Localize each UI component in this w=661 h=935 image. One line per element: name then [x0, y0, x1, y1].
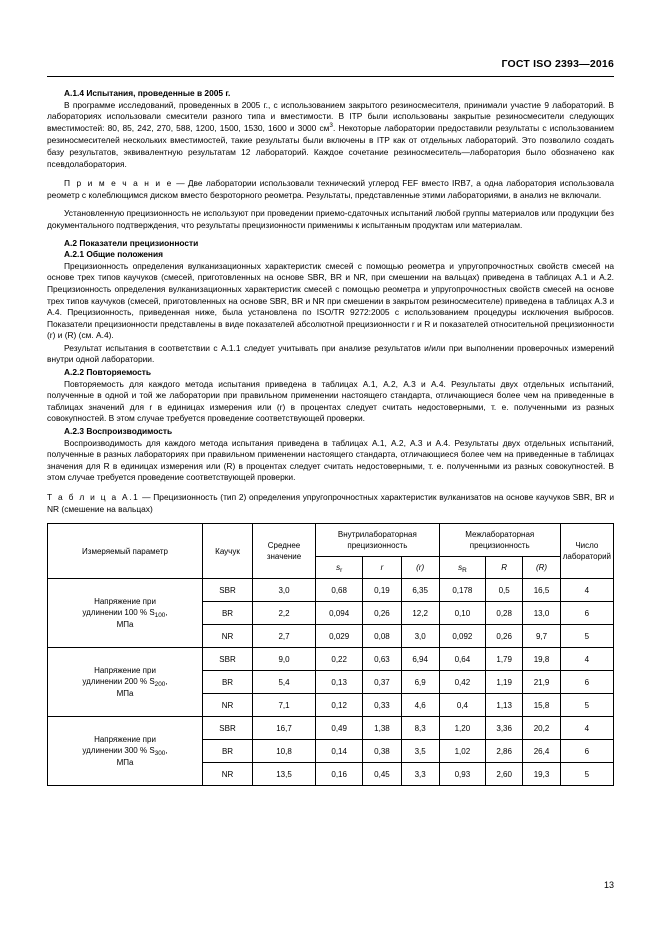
cell-r: 0,33 [363, 694, 401, 717]
th-mean: Среднее значение [253, 524, 316, 579]
th-R: R [486, 557, 523, 579]
cell-sR: 0,092 [439, 625, 485, 648]
cell-rubber: NR [203, 763, 253, 786]
cell-mean: 16,7 [253, 717, 316, 740]
cell-rubber: SBR [203, 579, 253, 602]
cell-sr: 0,029 [316, 625, 363, 648]
cell-labs: 4 [560, 648, 613, 671]
table-row [48, 579, 614, 602]
cell-R: 0,26 [486, 625, 523, 648]
cell-r-rel: 3,3 [401, 763, 439, 786]
th-inter: Межлабораторная прецизионность [439, 524, 560, 557]
cell-sR: 1,02 [439, 740, 485, 763]
cell-R-rel: 19,3 [523, 763, 560, 786]
cell-param-100: Напряжение при удлинении 100 % $S_{100}$, МПа [48, 579, 203, 648]
cell-sr: 0,13 [316, 671, 363, 694]
th-R-rel: (R) [523, 557, 560, 579]
cell-r: 0,37 [363, 671, 401, 694]
cell-R-rel: 19,8 [523, 648, 560, 671]
cell-sr: 0,094 [316, 602, 363, 625]
cell-R-rel: 9,7 [523, 625, 560, 648]
cell-r: 0,26 [363, 602, 401, 625]
cell-rubber: BR [203, 602, 253, 625]
heading-a-2: А.2 Показатели прецизионности [64, 237, 199, 248]
cell-mean: 3,0 [253, 579, 316, 602]
page-number: 13 [603, 880, 614, 890]
cell-R: 1,79 [486, 648, 523, 671]
cell-R-rel: 20,2 [523, 717, 560, 740]
cell-param-200: Напряжение при удлинении 200 % $S_{200}$, МПа [48, 648, 203, 717]
th-sr: $s_r$ [316, 557, 363, 579]
th-param: Измеряемый параметр [48, 524, 203, 579]
cell-sr: 0,14 [316, 740, 363, 763]
cell-param-300: Напряжение при удлинении 300 % $S_{300}$, МПа [48, 717, 203, 786]
cell-sr: 0,16 [316, 763, 363, 786]
heading-a-2-1: А.2.1 Общие положения [64, 249, 163, 260]
cell-rubber: NR [203, 625, 253, 648]
cell-sr: 0,68 [316, 579, 363, 602]
cell-labs: 5 [560, 763, 613, 786]
cell-R: 2,86 [486, 740, 523, 763]
table-caption-label: Т а б л и ц а А.1 [47, 492, 140, 502]
cell-labs: 6 [560, 740, 613, 763]
cell-R: 0,5 [486, 579, 523, 602]
para-a-1-4-body: В программе исследований, проведенных в 2005 г., с использованием закрытого резиносмесителя, принимали участие 9 лабораторий. В лабораториях использовали смесители разного типа и вместимости. В ITP были использованы закрытые резиносмесители следующих вместимостей: 80, 85, 242, 270, 588, 1200, 1500, 1530, 1600 и 3000 $см^3$. Некоторые лаборатории предоставили результаты с использованием резиносмесителей нескольких вместимостей, такие результаты были включены в ITP как от отдельных лабораторий. Это позволило создать базу результатов, эквивалентную результатам 12 лабораторий. Каждое сочетание резиносмеситель—лаборатория было обозначено как псевдолаборатория. [47, 99, 614, 169]
cell-R-rel: 16,5 [523, 579, 560, 602]
cell-sR: 0,10 [439, 602, 485, 625]
cell-sr: 0,22 [316, 648, 363, 671]
th-rubber: Каучук [203, 524, 253, 579]
cell-r: 1,38 [363, 717, 401, 740]
th-sR: $s_R$ [439, 557, 485, 579]
cell-mean: 10,8 [253, 740, 316, 763]
cell-R-rel: 15,8 [523, 694, 560, 717]
cell-rubber: BR [203, 740, 253, 763]
cell-r-rel: 6,35 [401, 579, 439, 602]
cell-mean: 2,7 [253, 625, 316, 648]
cell-R: 3,36 [486, 717, 523, 740]
cell-r-rel: 6,94 [401, 648, 439, 671]
th-r-rel: (r) [401, 557, 439, 579]
cell-sr: 0,49 [316, 717, 363, 740]
para-a-2-2-body: Повторяемость для каждого метода испытания приведена в таблицах А.1, А.2, А.3 и А.4. Результаты двух отдельных испытаний, полученные в одной и той же лаборатории при правильном применении настоящего стандарта, отличающиеся более чем на приведенные в таблицах значений для r в единицах измерения или (r) в процентах следует считать недостоверными, т. е. полученными из разных совокупностей. В этом случае требуется проведение соответствующей проверки. [47, 378, 614, 424]
cell-r-rel: 3,0 [401, 625, 439, 648]
para-a-2-1-body: Прецизионность определения вулканизационных характеристик смесей с помощью реометра и упругопрочностных свойств смесей на основе трех типов каучуков (смесей, приготовленных на основе SBR, BR и NR, при смешении на вальцах) приведена в таблицах А.1 и А.2. Прецизионность определения вулканизационных характеристик смесей с помощью реометра и упругопрочностных свойств смесей на основе трех типов каучуков (смесей, приготовленных на основе SBR, BR и NR при смешении в закрытом резиносмесителе) приведена в таблицах А.3 и А.4. Прецизионность, приведенная ниже, была установлена по ISO/TR 9272:2005 с использованием процедуры исключения выбросов. Показатели прецизионности представлены в виде показателей абсолютной прецизионности r и R и показателей относительной прецизионности (r) и (R) (см. А.4). [47, 260, 614, 341]
heading-a-2-2: А.2.2 Повторяемость [64, 367, 152, 378]
cell-rubber: SBR [203, 717, 253, 740]
cell-r-rel: 8,3 [401, 717, 439, 740]
cell-r: 0,38 [363, 740, 401, 763]
page-content [47, 88, 614, 786]
cell-labs: 5 [560, 625, 613, 648]
cell-labs: 4 [560, 717, 613, 740]
cell-sR: 0,93 [439, 763, 485, 786]
cell-r: 0,19 [363, 579, 401, 602]
cell-r-rel: 6,9 [401, 671, 439, 694]
cell-sr: 0,12 [316, 694, 363, 717]
cell-sR: 0,64 [439, 648, 485, 671]
para-precision-use: Установленную прецизионность не используют при проведении приемо-сдаточных испытаний любой группы материалов или продукции без документального подтверждения, что результаты прецизионности применимы к испытанным продуктам или материалам. [47, 208, 614, 230]
para-a-2-3-body: Воспроизводимость для каждого метода испытания приведена в таблицах А.1, А.2, А.3 и А.4. Результаты двух отдельных испытаний, полученные в разных лабораториях при правильном применении настоящего стандарта, отличающиеся более чем на приведенные в таблицах значения для R в единицах измерения или (R) в процентах следует считать недостоверными, т. е. полученными из разных совокупностей. В этом случае требуется проведение соответствующей проверки. [47, 437, 614, 483]
cell-sR: 0,178 [439, 579, 485, 602]
para-a-2-1-note: Результат испытания в соответствии с А.1.1 следует учитывать при анализе результатов и/или при выполнении проверочных измерений внутри одной лаборатории. [47, 342, 614, 365]
cell-sR: 1,20 [439, 717, 485, 740]
cell-rubber: NR [203, 694, 253, 717]
cell-sR: 0,4 [439, 694, 485, 717]
table-header-row [48, 524, 614, 557]
precision-table [47, 523, 614, 786]
table-body [48, 579, 614, 786]
cell-labs: 5 [560, 694, 613, 717]
cell-R: 0,28 [486, 602, 523, 625]
cell-r-rel: 4,6 [401, 694, 439, 717]
table-row [48, 717, 614, 740]
cell-r: 0,45 [363, 763, 401, 786]
cell-r-rel: 3,5 [401, 740, 439, 763]
header-divider [47, 76, 614, 77]
th-intra: Внутрилабораторная прецизионность [316, 524, 440, 557]
cell-labs: 6 [560, 602, 613, 625]
table-caption [47, 492, 614, 515]
heading-a-2-3: А.2.3 Воспроизводимость [64, 426, 173, 437]
cell-r: 0,63 [363, 648, 401, 671]
cell-mean: 13,5 [253, 763, 316, 786]
cell-R: 1,13 [486, 694, 523, 717]
table-row [48, 648, 614, 671]
cell-R: 2,60 [486, 763, 523, 786]
cell-R-rel: 26,4 [523, 740, 560, 763]
cell-rubber: BR [203, 671, 253, 694]
cell-rubber: SBR [203, 648, 253, 671]
note-text: — Две лаборатории использовали технический углерод FEF вместо IRB7, а одна лаборатория использовала реометр с колеблющимся диском вместо безроторного реометра. Результаты, представленные этими лабораториями, в анализ не включали. [47, 178, 614, 200]
th-r: r [363, 557, 401, 579]
page-header-standard: ГОСТ ISO 2393—2016 [501, 58, 614, 70]
note-label: П р и м е ч а н и е [64, 178, 173, 189]
cell-R-rel: 13,0 [523, 602, 560, 625]
cell-mean: 5,4 [253, 671, 316, 694]
cell-mean: 2,2 [253, 602, 316, 625]
table-caption-text: — Прецизионность (тип 2) определения упругопрочностных характеристик вулканизатов на основе каучуков SBR, BR и NR (смешение на вальцах) [47, 492, 615, 514]
th-labs: Число лабораторий [560, 524, 613, 579]
note-block [47, 178, 614, 201]
cell-R-rel: 21,9 [523, 671, 560, 694]
cell-mean: 7,1 [253, 694, 316, 717]
heading-a-1-4: А.1.4 Испытания, проведенные в 2005 г. [64, 88, 231, 98]
cell-R: 1,19 [486, 671, 523, 694]
cell-mean: 9,0 [253, 648, 316, 671]
table-head [48, 524, 614, 579]
cell-r: 0,08 [363, 625, 401, 648]
cell-labs: 4 [560, 579, 613, 602]
cell-sR: 0,42 [439, 671, 485, 694]
cell-r-rel: 12,2 [401, 602, 439, 625]
cell-labs: 6 [560, 671, 613, 694]
